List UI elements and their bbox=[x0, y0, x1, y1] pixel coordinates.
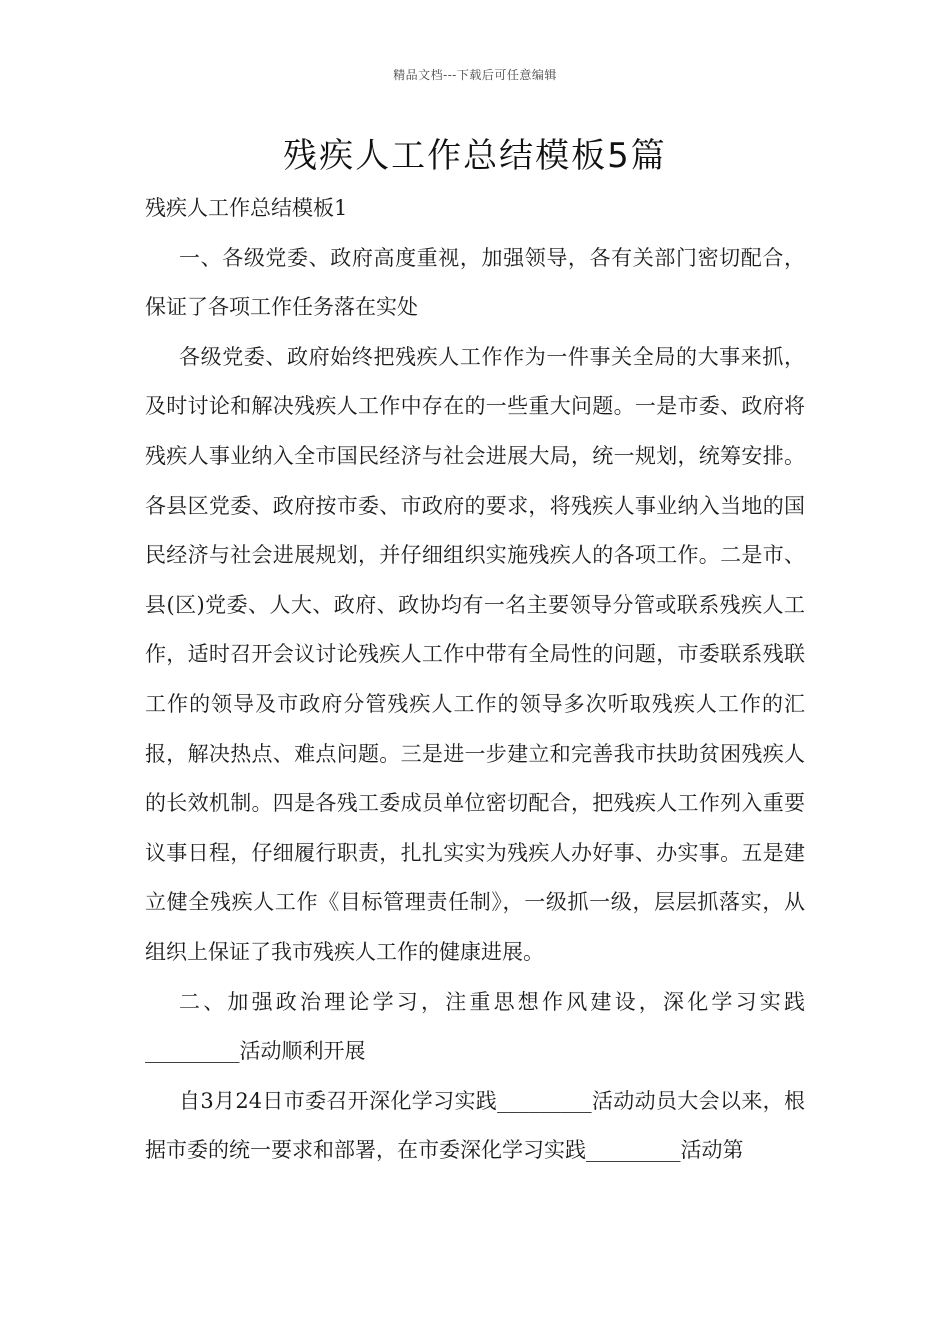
paragraph-body-2: 自3月24日市委召开深化学习实践_________活动动员大会以来，根据市委的统一要求和部署，在市委深化学习实践_________活动第 bbox=[145, 1088, 805, 1163]
paragraph-heading-1: 一、各级党委、政府高度重视，加强领导，各有关部门密切配合，保证了各项工作任务落在实处 bbox=[145, 245, 805, 320]
section-label: 残疾人工作总结模板1 bbox=[145, 196, 348, 220]
header-note: 精品文档---下载后可任意编辑 bbox=[393, 68, 557, 82]
paragraph-heading-2: 二、加强政治理论学习，注重思想作风建设，深化学习实践_________活动顺利开展 bbox=[145, 989, 805, 1064]
document-body bbox=[145, 184, 805, 1176]
document-title: 残疾人工作总结模板5篇 bbox=[283, 136, 667, 176]
paragraph-body-1: 各级党委、政府始终把残疾人工作作为一件事关全局的大事来抓，及时讨论和解决残疾人工作中存在的一些重大问题。一是市委、政府将残疾人事业纳入全市国民经济与社会进展大局，统一规划，统筹安排。各县区党委、政府按市委、市政府的要求，将残疾人事业纳入当地的国民经济与社会进展规划，并仔细组织实施残疾人的各项工作。二是市、县(区)党委、人大、政府、政协均有一名主要领导分管或联系残疾人工作，适时召开会议讨论残疾人工作中带有全局性的问题，市委联系残联工作的领导及市政府分管残疾人工作的领导多次听取残疾人工作的汇报，解决热点、难点问题。三是进一步建立和完善我市扶助贫困残疾人的长效机制。四是各残工委成员单位密切配合，把残疾人工作列入重要议事日程，仔细履行职责，扎扎实实为残疾人办好事、办实事。五是建立健全残疾人工作《目标管理责任制》，一级抓一级，层层抓落实，从组织上保证了我市残疾人工作的健康进展。 bbox=[145, 344, 805, 964]
